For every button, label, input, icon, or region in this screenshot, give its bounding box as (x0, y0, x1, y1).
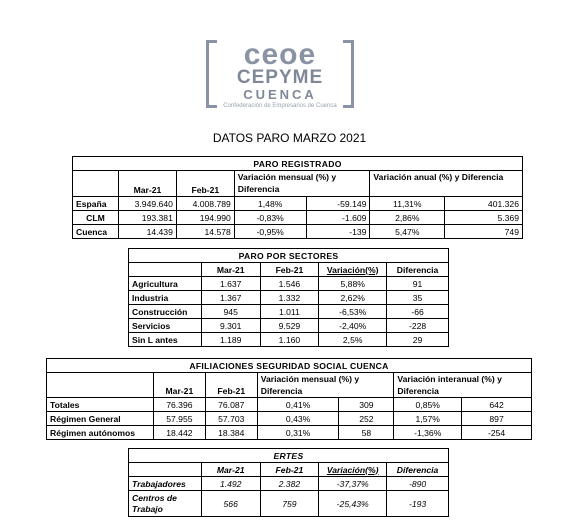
afiliaciones-table (46, 358, 532, 440)
column-header: Variación mensual (%) y Diferencia (257, 373, 394, 398)
cell: -139 (306, 225, 370, 239)
cell: 3.949.640 (118, 197, 176, 211)
cell: 309 (339, 398, 394, 412)
column-header: Diferencia (387, 263, 449, 277)
cell: 2,5% (319, 333, 387, 347)
logo-tagline: Confederación de Empresarios de Cuenca (223, 103, 337, 109)
table-row (73, 225, 523, 239)
cell: 57.955 (153, 412, 205, 426)
header-empty-cell (47, 373, 154, 398)
table-row (129, 319, 449, 333)
cell: 11,31% (370, 197, 445, 211)
cell: -228 (387, 319, 449, 333)
cell: 5.369 (445, 211, 523, 225)
column-header: Variación interanual (%) y Diferencia (394, 373, 532, 398)
logo-line-2: CEPYME (236, 67, 324, 88)
column-header: Diferencia (387, 463, 449, 477)
cell: 58 (339, 426, 394, 440)
table-header: PARO REGISTRADO (73, 157, 523, 171)
column-header: Feb-21 (205, 373, 257, 398)
cell: 5,47% (370, 225, 445, 239)
cell: 1,48% (234, 197, 306, 211)
cell: 14.439 (118, 225, 176, 239)
cell: -1,36% (394, 426, 462, 440)
column-header: Mar-21 (153, 373, 205, 398)
table-row (129, 477, 449, 491)
page-title: DATOS PARO MARZO 2021 (212, 131, 367, 145)
row-label: Sin L antes (129, 333, 202, 347)
cell: 76.396 (153, 398, 205, 412)
cell: 2,62% (319, 291, 387, 305)
column-header: Feb-21 (260, 463, 319, 477)
cell: 566 (201, 491, 260, 517)
column-header: Feb-21 (260, 263, 319, 277)
cell: 57.703 (205, 412, 257, 426)
cell: 0,85% (394, 398, 462, 412)
cell: 1.492 (201, 477, 260, 491)
column-header: Variación anual (%) y Diferencia (370, 171, 523, 197)
cell: -193 (387, 491, 449, 517)
cell: -0,95% (234, 225, 306, 239)
table-row (129, 277, 449, 291)
cell: 1.367 (201, 291, 260, 305)
cell: 1.189 (201, 333, 260, 347)
cell: 0,43% (257, 412, 339, 426)
column-header: Variación mensual (%) y Diferencia (234, 171, 370, 197)
cell: 5,88% (319, 277, 387, 291)
cell: 1.332 (260, 291, 319, 305)
table-row (129, 305, 449, 319)
cell: 0,31% (257, 426, 339, 440)
table-header: ERTES (129, 449, 449, 463)
row-label: Industria (129, 291, 202, 305)
row-label: Régimen autónomos (47, 426, 154, 440)
cell: 1.160 (260, 333, 319, 347)
cell: -59.149 (306, 197, 370, 211)
cell: -254 (462, 426, 532, 440)
table-row (73, 197, 523, 211)
row-label: Agricultura (129, 277, 202, 291)
cell: -0,83% (234, 211, 306, 225)
logo-line-3: CUENCA (243, 87, 317, 102)
cell: 401.326 (445, 197, 523, 211)
table-row (129, 291, 449, 305)
row-label: Servicios (129, 319, 202, 333)
table-row (47, 426, 532, 440)
paro-sectores-table (128, 248, 449, 347)
cell: 1.546 (260, 277, 319, 291)
cell: 194.990 (176, 211, 234, 225)
cell: 29 (387, 333, 449, 347)
table-row (47, 398, 532, 412)
logo-line-1: ceoe (243, 38, 317, 71)
table-row (73, 211, 523, 225)
cell: 9.529 (260, 319, 319, 333)
row-label: Construcción (129, 305, 202, 319)
column-header: Feb-21 (176, 171, 234, 197)
row-label: Centros de Trabajo (129, 491, 202, 517)
cell: 18.442 (153, 426, 205, 440)
column-header: Mar-21 (118, 171, 176, 197)
cell: 2.382 (260, 477, 319, 491)
cell: -37,37% (319, 477, 387, 491)
cell: 18.384 (205, 426, 257, 440)
column-header: Variación(%) (319, 463, 387, 477)
cell: 4.008.789 (176, 197, 234, 211)
row-label: Trabajadores (129, 477, 202, 491)
row-label: Totales (47, 398, 154, 412)
cell: -66 (387, 305, 449, 319)
cell: 252 (339, 412, 394, 426)
cell: 642 (462, 398, 532, 412)
cell: -25,43% (319, 491, 387, 517)
table-header: AFILIACIONES SEGURIDAD SOCIAL CUENCA (47, 359, 532, 373)
cell: 35 (387, 291, 449, 305)
cell: -890 (387, 477, 449, 491)
row-label: CLM (73, 211, 119, 225)
cell: 14.578 (176, 225, 234, 239)
cell: 76.087 (205, 398, 257, 412)
cell: 759 (260, 491, 319, 517)
row-label: Cuenca (73, 225, 119, 239)
cell: 749 (445, 225, 523, 239)
cell: -2,40% (319, 319, 387, 333)
row-label: España (73, 197, 119, 211)
table-header: PARO POR SECTORES (129, 249, 449, 263)
cell: 9.301 (201, 319, 260, 333)
table-row (129, 491, 449, 517)
ceoe-cepyme-logo (210, 40, 350, 112)
table-row (129, 333, 449, 347)
cell: 945 (201, 305, 260, 319)
column-header: Mar-21 (201, 263, 260, 277)
row-label: Régimen General (47, 412, 154, 426)
column-header: Variación(%) (319, 263, 387, 277)
cell: 1.637 (201, 277, 260, 291)
cell: 0,41% (257, 398, 339, 412)
table-row (47, 412, 532, 426)
cell: -6,53% (319, 305, 387, 319)
cell: 2,86% (370, 211, 445, 225)
cell: 1.011 (260, 305, 319, 319)
cell: 1,57% (394, 412, 462, 426)
header-empty-cell (129, 463, 202, 477)
cell: 897 (462, 412, 532, 426)
paro-registrado-table (72, 156, 523, 239)
cell: -1.609 (306, 211, 370, 225)
cell: 193.381 (118, 211, 176, 225)
cell: 91 (387, 277, 449, 291)
column-header: Mar-21 (201, 463, 260, 477)
ertes-table (128, 448, 449, 517)
header-empty-cell (73, 171, 119, 197)
header-empty-cell (129, 263, 202, 277)
